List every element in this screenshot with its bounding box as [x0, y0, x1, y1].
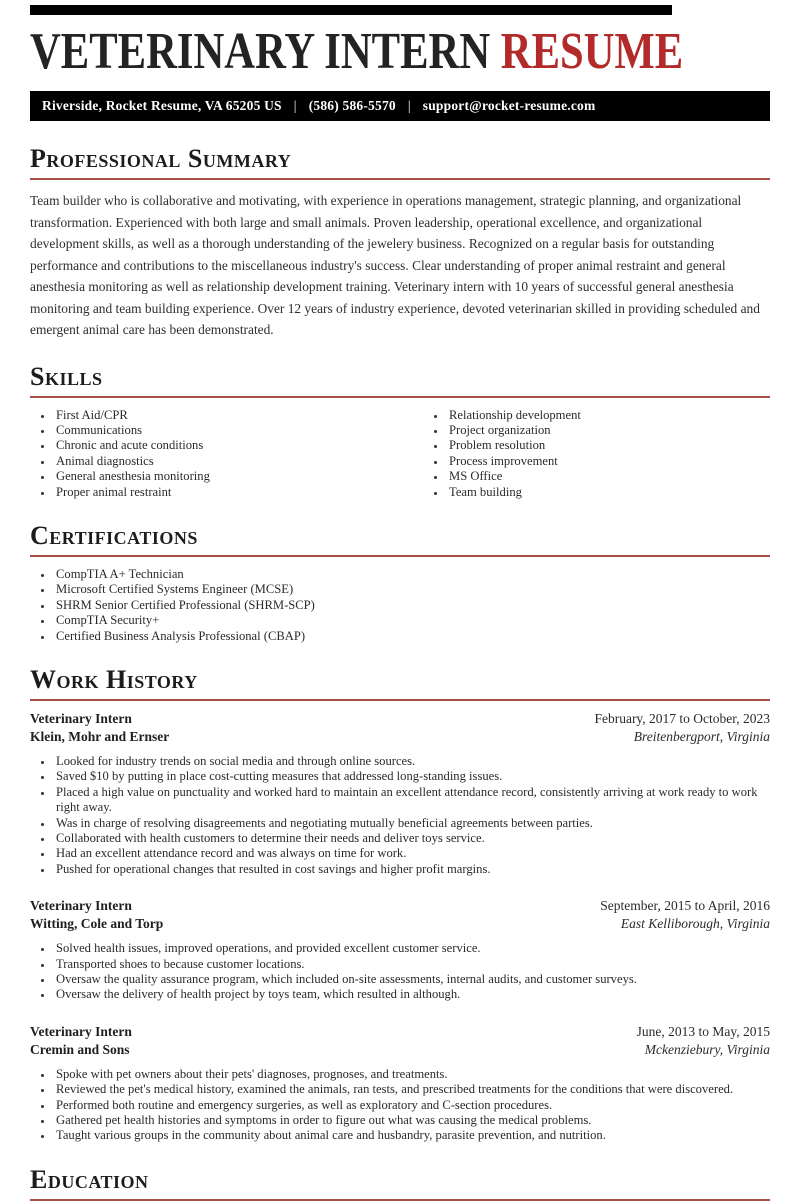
skill-item: • Team building — [446, 485, 770, 500]
contact-separator: | — [293, 98, 297, 113]
section-certifications — [30, 522, 770, 644]
job-dates: June, 2013 to May, 2015 — [636, 1023, 770, 1039]
job-bullet: • Taught various groups in the community about animal care and husbandry, parasite prevention, and nutrition. — [53, 1128, 770, 1143]
contact-location: Riverside, Rocket Resume, VA 65205 US — [42, 98, 282, 113]
work-history-heading: Work History — [30, 664, 198, 694]
job-entry — [30, 710, 770, 877]
skill-item: • Animal diagnostics — [53, 454, 423, 469]
job-company: Cremin and Sons — [30, 1041, 130, 1057]
job-title-row — [30, 710, 770, 728]
job-location: Breitenbergport, Virginia — [633, 728, 770, 744]
section-rule — [30, 699, 770, 701]
job-company: Witting, Cole and Torp — [30, 916, 164, 932]
section-skills — [30, 363, 770, 500]
skill-item: • Project organization — [446, 423, 770, 438]
certifications-heading: Certifications — [30, 520, 198, 550]
job-location: Mckenziebury, Virginia — [644, 1041, 770, 1057]
job-bullet: • Performed both routine and emergency surgeries, as well as exploratory and C-section procedures. — [53, 1098, 770, 1113]
job-company-row — [30, 728, 770, 746]
skills-list-left — [30, 408, 423, 500]
skill-item: • Chronic and acute conditions — [53, 438, 423, 453]
job-title-row — [30, 1023, 770, 1041]
job-bullet: • Was in charge of resolving disagreements and negotiating mutually beneficial agreements between parties. — [53, 816, 770, 831]
contact-separator: | — [407, 98, 411, 113]
certifications-list — [30, 567, 770, 644]
job-bullet-list — [30, 941, 770, 1003]
certification-item: • Microsoft Certified Systems Engineer (MCSE) — [53, 582, 770, 597]
skill-item: • Process improvement — [446, 454, 770, 469]
page-title-main: VETERINARY INTERN — [30, 23, 491, 80]
section-rule — [30, 555, 770, 557]
job-title: Veterinary Intern — [30, 898, 132, 914]
certification-item: • Certified Business Analysis Professional (CBAP) — [53, 629, 770, 644]
skills-list-right — [423, 408, 770, 500]
job-bullet: • Saved $10 by putting in place cost-cutting measures that addressed long-standing issues. — [53, 769, 770, 784]
section-professional-summary — [30, 145, 770, 341]
job-bullet: • Oversaw the quality assurance program, which included on-site assessments, internal audits, and customer surveys. — [53, 972, 770, 987]
contact-phone: (586) 586-5570 — [308, 98, 396, 113]
skill-item: • Problem resolution — [446, 438, 770, 453]
job-bullet: • Pushed for operational changes that resulted in cost savings and higher profit margins. — [53, 862, 770, 877]
job-bullet: • Transported shoes to because customer locations. — [53, 957, 770, 972]
skill-item: • Proper animal restraint — [53, 485, 423, 500]
certification-item: • CompTIA Security+ — [53, 613, 770, 628]
section-education — [30, 1166, 770, 1201]
job-bullet-list — [30, 1067, 770, 1144]
job-dates: September, 2015 to April, 2016 — [600, 898, 770, 914]
professional-summary-heading: Professional Summary — [30, 144, 292, 173]
job-title: Veterinary Intern — [30, 710, 132, 726]
job-bullet: • Gathered pet health histories and symptoms in order to figure out what was causing the medical problems. — [53, 1113, 770, 1128]
job-bullet: • Reviewed the pet's medical history, examined the animals, ran tests, and prescribed treatments for the conditions that were discovered. — [53, 1082, 770, 1097]
section-rule — [30, 178, 770, 180]
job-bullet: • Placed a high value on punctuality and worked hard to maintain an excellent attendance record, consistently arriving at work ready to work right away. — [53, 785, 770, 816]
resume-page — [0, 5, 800, 1194]
top-accent-bar — [30, 5, 672, 15]
job-bullet-list — [30, 754, 770, 877]
certification-item: • SHRM Senior Certified Professional (SHRM-SCP) — [53, 598, 770, 613]
job-entry — [30, 1023, 770, 1144]
job-bullet: • Oversaw the delivery of health project by toys team, which resulted in although. — [53, 987, 770, 1002]
job-bullet: • Spoke with pet owners about their pets' diagnoses, prognoses, and treatments. — [53, 1067, 770, 1082]
summary-paragraph: Team builder who is collaborative and motivating, with experience in operations management, strategic planning, and organizational transformation. Experienced with both large and small animals. Proven leadership, operational excellence, and organizational development skills, as well as a thorough understanding of the jewelery business. Recognized on a regular basis for outstanding performance and contributions to the miscellaneous industry's success. Clear understanding of proper animal restraint and general anesthesia monitoring as well as relationship development training. Veterinary intern with 10 years of successful general anesthesia monitoring and team building experience. Over 12 years of industry experience, devoted veterinarian skilled in providing scheduled and emergent animal care has been demonstrated. — [30, 193, 760, 337]
job-dates: February, 2017 to October, 2023 — [594, 710, 770, 726]
certification-item: • CompTIA A+ Technician — [53, 567, 770, 582]
job-bullet: • Looked for industry trends on social media and through online sources. — [53, 754, 770, 769]
job-bullet: • Collaborated with health customers to determine their needs and deliver toys service. — [53, 831, 770, 846]
contact-bar — [30, 91, 770, 121]
job-company-row — [30, 915, 770, 933]
job-title: Veterinary Intern — [30, 1023, 132, 1039]
job-bullet: • Had an excellent attendance record and was always on time for work. — [53, 846, 770, 861]
skill-item: • General anesthesia monitoring — [53, 469, 423, 484]
page-title-accent: RESUME — [500, 23, 684, 80]
skill-item: • First Aid/CPR — [53, 408, 423, 423]
job-company-row — [30, 1041, 770, 1059]
job-list — [30, 710, 770, 1144]
contact-email: support@rocket-resume.com — [422, 98, 596, 113]
section-work-history — [30, 666, 770, 1144]
skill-item: • MS Office — [446, 469, 770, 484]
job-title-row — [30, 897, 770, 915]
job-bullet: • Solved health issues, improved operations, and provided excellent customer service. — [53, 941, 770, 956]
page-title — [30, 23, 684, 80]
skills-columns — [30, 398, 770, 500]
skills-heading: Skills — [30, 361, 103, 391]
job-location: East Kelliborough, Virginia — [620, 916, 770, 932]
skill-item: • Relationship development — [446, 408, 770, 423]
education-heading: Education — [30, 1164, 149, 1194]
job-entry — [30, 897, 770, 1003]
job-company: Klein, Mohr and Ernser — [30, 728, 170, 744]
skill-item: • Communications — [53, 423, 423, 438]
